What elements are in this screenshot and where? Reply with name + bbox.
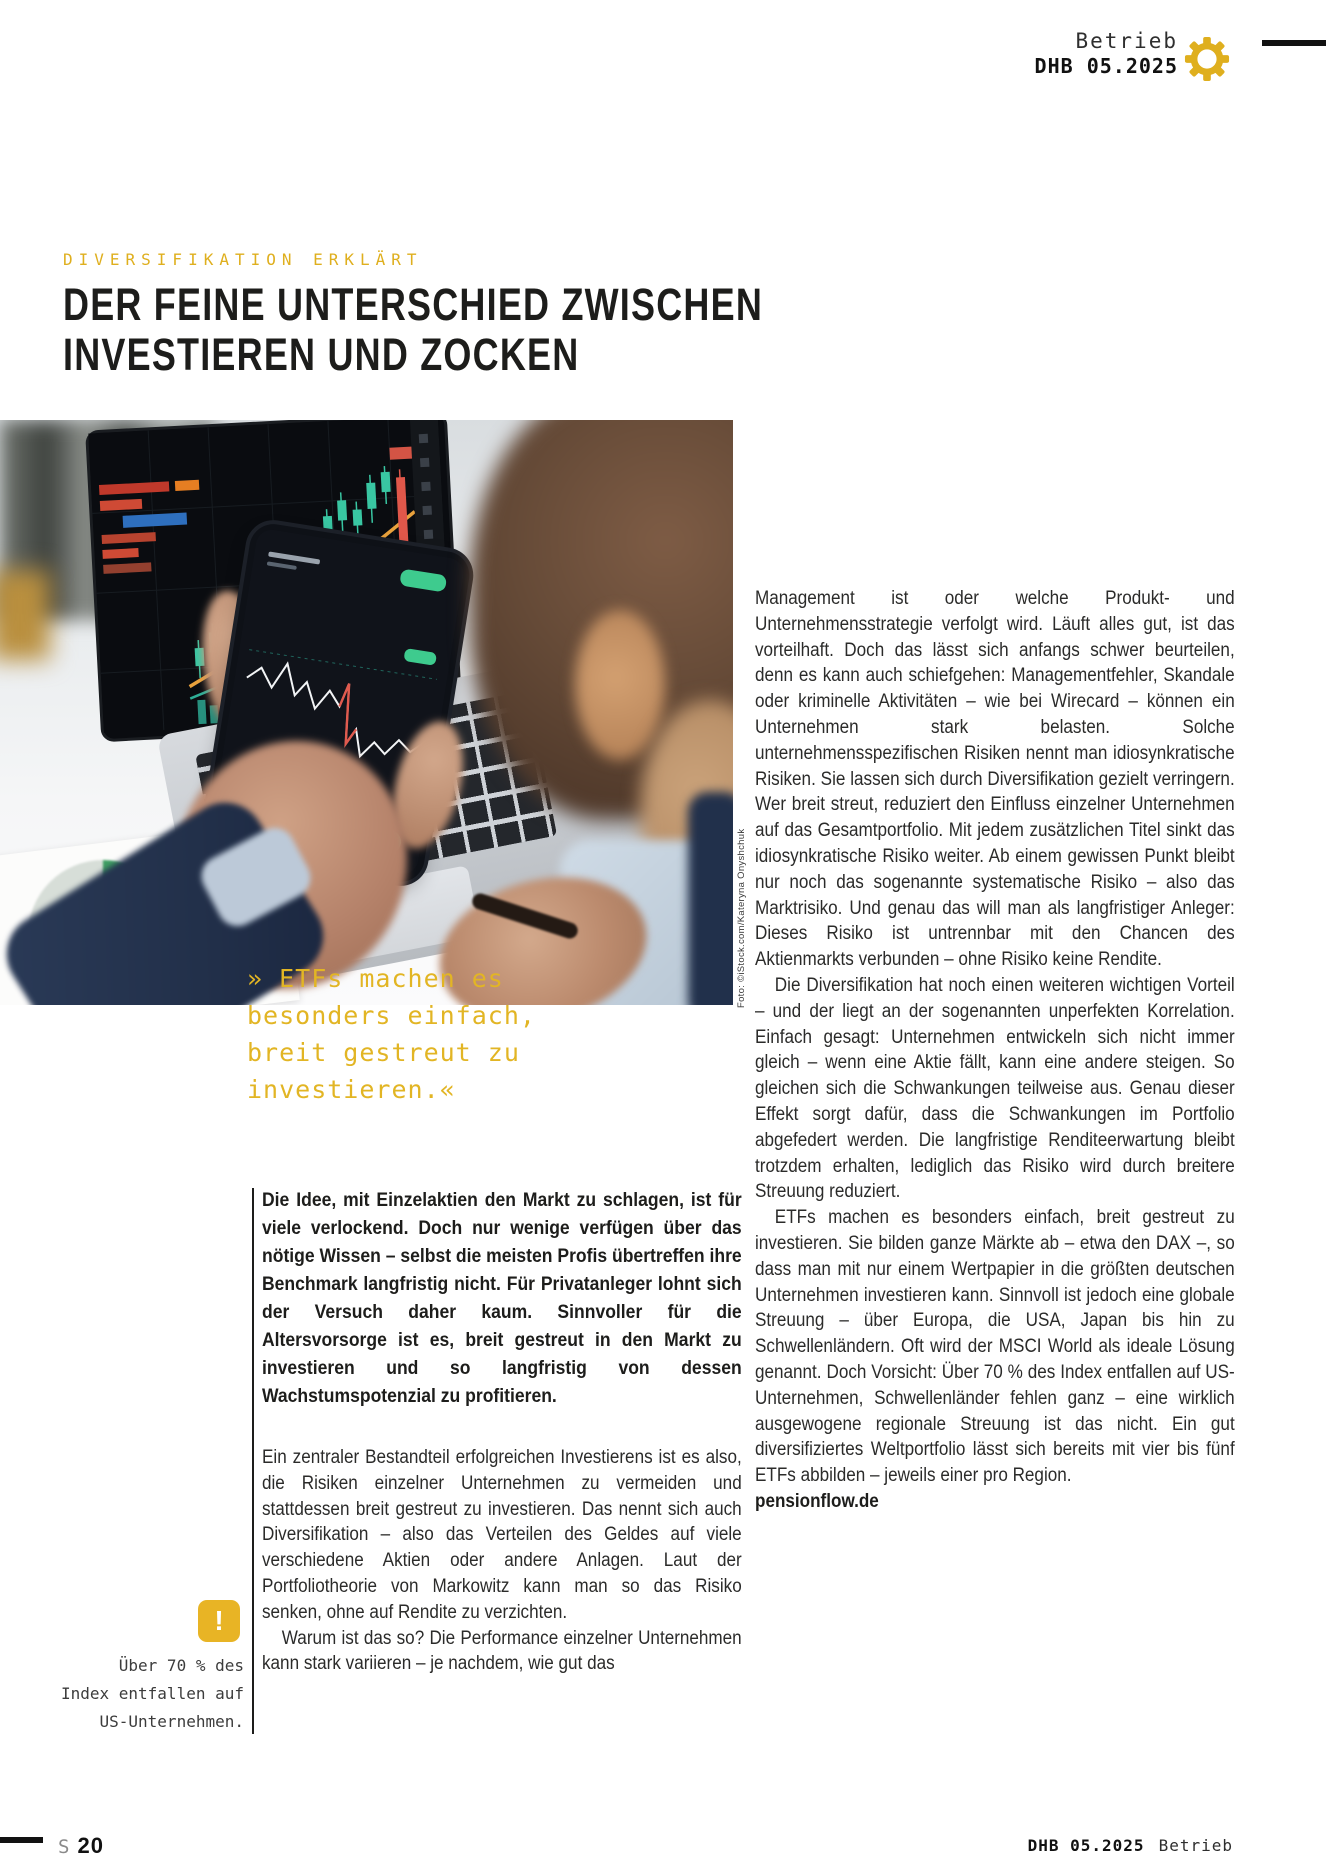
- header-section-label: Betrieb: [1075, 29, 1178, 53]
- kicker: DIVERSIFIKATION ERKLÄRT: [63, 250, 423, 269]
- photo-background-blur: [0, 570, 50, 660]
- body-paragraph: Warum ist das so? Die Performance einzelner Unternehmen kann stark variieren – je nachdem, wie gut das: [262, 1627, 742, 1675]
- pull-quote-line: investieren.«: [247, 1075, 456, 1104]
- footer-issue-label: DHB 05.2025: [1027, 1836, 1145, 1855]
- photo-credit: Foto: ©iStock.com/Kateryna Onyshchuk: [736, 828, 747, 1008]
- source-link-text: pensionflow.de: [755, 1490, 879, 1512]
- body-paragraph: ETFs machen es besonders einfach, breit gestreut zu investieren. Sie bilden ganze Märkte ab – etwa den DAX –, so dass man mit nur einem Wertpapier in die größten deutschen Unternehmen investieren kann. Sinnvoll ist jedoch eine globale Streuung – über Europa, die USA, Japan bis hin zu Schwellenländern. Oft wird der MSCI World als ideale Lösung genannt. Doch Vorsicht: Über 70 % des Index entfallen auf US-Unternehmen, Schwellenländer fehlen ganz – eine wirklich ausgewogene regionale Streuung ist das nicht. Ein gut diversifiziertes Weltportfolio lässt sich bereits mit vier bis fünf ETFs abbilden – jeweils einer pro Region.: [755, 1207, 1235, 1487]
- warning-icon: !: [198, 1600, 240, 1642]
- page-number: 20: [77, 1833, 104, 1858]
- pull-quote-line: breit gestreut zu: [247, 1038, 520, 1067]
- body-paragraph: Die Diversifikation hat noch einen weiteren wichtigen Vorteil – und der liegt an der sogenannten unperfekten Korrelation. Einfach gesagt: Unternehmen entwickeln sich nicht immer gleich – wenn eine Aktie fällt, kann eine andere steigen. So gleichen sich die Schwankungen teilweise aus. Genau dieser Effekt sorgt dafür, dass die Schwankungen im Portfolio abgefedert werden. Die langfristige Renditeerwartung bleibt trotzdem erhalten, lediglich das Risiko wird durch breitere Streuung reduziert.: [755, 974, 1235, 1203]
- callout-line: Über 70 % des: [118, 1656, 244, 1675]
- intro-paragraph: Die Idee, mit Einzelaktien den Markt zu schlagen, ist für viele verlockend. Doch nur wenige verfügen über das nötige Wissen – selbst die meisten Profis übertreffen ihre Benchmark langfristig nicht. Für Privatanleger lohnt sich der Versuch daher kaum. Sinnvoller für die Altersvorsorge ist es, breit gestreut in den Markt zu investieren und so langfristig von dessen Wachstumspotenzial zu profitieren.: [262, 1189, 742, 1407]
- right-column: [755, 586, 1235, 1515]
- column-rule: [252, 1188, 254, 1734]
- title-line-1: DER FEINE UNTERSCHIED ZWISCHEN: [63, 279, 764, 330]
- title-line-2: INVESTIEREN UND ZOCKEN: [63, 329, 580, 380]
- footer-section-label: Betrieb: [1158, 1836, 1233, 1855]
- body-paragraph: Management ist oder welche Produkt- und Unternehmensstrategie verfolgt wird. Läuft alles gut, ist das vorteilhaft. Doch das lässt sich anfangs schwer beurteilen, denn es kann auch schiefgehen: Managementfehler, Skandale oder kriminelle Aktivitäten – wie bei Wirecard – können ein Unternehmen stark belasten. Solche unternehmensspezifischen Risiken nennt man idiosynkratische Risiken. Sie lassen sich durch Diversifikation gezielt verringern. Wer breit streut, reduziert den Einfluss einzelner Unternehmen auf das Gesamtportfolio. Mit jedem zusätzlichen Titel sinkt das idiosynkratische Risiko weiter. Ab einem gewissen Punkt bleibt nur noch das sogenannte systematische Risiko – also das Marktrisiko. Und genau das will man als langfristiger Anleger: Dieses Risiko ist untrennbar mit den Chancen des Aktienmarkts verbunden – ohne Risiko keine Rendite.: [755, 588, 1235, 971]
- article-photo: [0, 420, 733, 1005]
- pull-quote: [247, 960, 536, 1108]
- footer-rule: [0, 1837, 43, 1843]
- callout-line: Index entfallen auf: [60, 1684, 244, 1703]
- footer-issue-block: [1028, 1836, 1233, 1856]
- pull-quote-line: » ETFs machen es: [247, 964, 504, 993]
- page-header: [1035, 28, 1178, 78]
- page-number-block: [58, 1833, 104, 1859]
- page-number-prefix: S: [58, 1836, 70, 1858]
- gear-icon: [1184, 36, 1230, 82]
- callout-line: US-Unternehmen.: [99, 1712, 244, 1731]
- body-paragraph: Ein zentraler Bestandteil erfolgreichen Investierens ist es also, die Risiken einzelner Unternehmen zu vermeiden und stattdessen breit gestreut zu investieren. Das nennt sich auch Diversifikation – also das Verteilen des Geldes auf viele verschiedene Aktien oder andere Anlagen. Laut der Portfoliotheorie von Markowitz kann man so das Risiko senken, ohne auf Rendite zu verzichten.: [262, 1447, 742, 1623]
- suit-lapel: [688, 792, 733, 1005]
- header-rule: [1262, 40, 1326, 46]
- callout-text: [40, 1652, 244, 1736]
- left-column: [262, 1445, 742, 1677]
- pull-quote-line: besonders einfach,: [247, 1001, 536, 1030]
- header-issue-label: DHB 05.2025: [1034, 54, 1178, 78]
- person-ear: [575, 610, 665, 760]
- article-title: [63, 280, 863, 380]
